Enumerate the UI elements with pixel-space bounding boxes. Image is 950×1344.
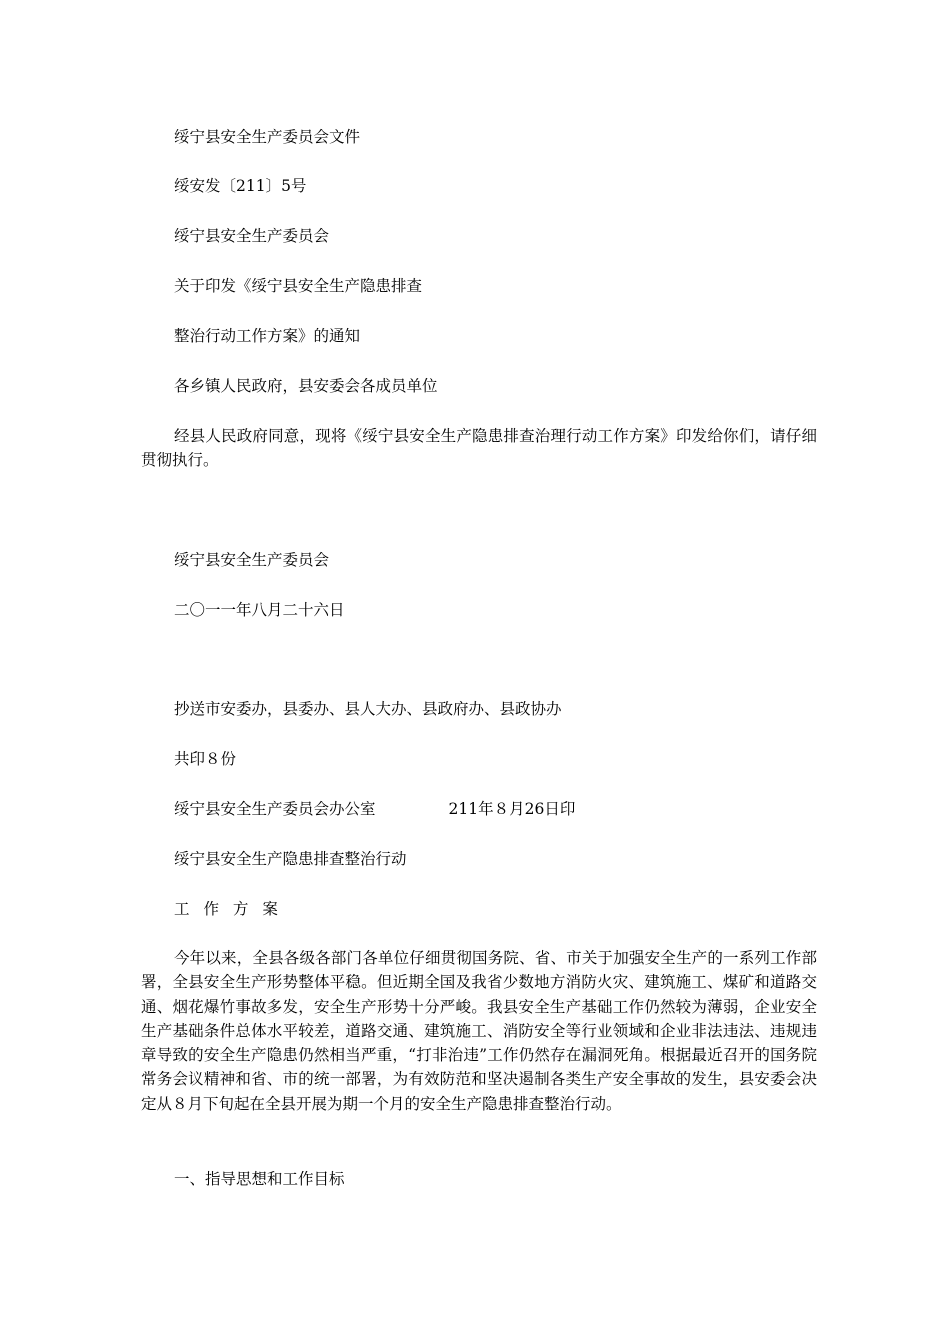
plan-subtitle: 工作方案 bbox=[174, 900, 292, 918]
plan-title: 绥宁县安全生产隐患排查整治行动 bbox=[174, 850, 407, 868]
intro-paragraph: 今年以来，全县各级各部门各单位仔细贯彻国务院、省、市关于加强安全生产的一系列工作部署，全县安全生产形势整体平稳。但近期全国及我省少数地方消防火灾、建筑施工、煤矿和道路交通、烟花爆竹事故多发，安全生产形势十分严峻。我县安全生产基础工作仍然较为薄弱，企业安全生产基础条件总体水平较差，道路交通、建筑施工、消防安全等行业领域和企业非法违法、违规违章导致的安全生产隐患仍然相当严重，“打非治违”工作仍然存在漏洞死角。根据最近召开的国务院常务会议精神和省、市的统一部署，为有效防范和坚决遏制各类生产安全事故的发生，县安委会决定从８月下旬起在全县开展为期一个月的安全生产隐患排查整治行动。 bbox=[141, 949, 817, 1113]
signature-date: 二〇一一年八月二十六日 bbox=[174, 601, 345, 619]
section-1-heading: 一、指导思想和工作目标 bbox=[174, 1170, 345, 1188]
body-paragraph: 经县人民政府同意，现将《绥宁县安全生产隐患排查治理行动工作方案》印发给你们，请仔细贯彻执行。 bbox=[141, 427, 817, 470]
issuer-name: 绥宁县安全生产委员会 bbox=[174, 227, 330, 245]
print-date: 211年８月26日印 bbox=[448, 800, 576, 818]
notice-title-line-2: 整治行动工作方案》的通知 bbox=[174, 327, 361, 345]
print-info bbox=[174, 797, 575, 821]
document-number: 绥安发〔211〕5号 bbox=[174, 177, 307, 195]
notice-title-line-1: 关于印发《绥宁县安全生产隐患排查 bbox=[174, 277, 423, 295]
cc-line: 抄送市安委办，县委办、县人大办、县政府办、县政协办 bbox=[174, 700, 562, 718]
print-office: 绥宁县安全生产委员会办公室 bbox=[174, 800, 376, 818]
header-title: 绥宁县安全生产委员会文件 bbox=[174, 128, 361, 146]
recipients: 各乡镇人民政府，县安委会各成员单位 bbox=[174, 377, 438, 395]
signature-org: 绥宁县安全生产委员会 bbox=[174, 551, 330, 569]
copies-count: 共印８份 bbox=[174, 750, 237, 768]
